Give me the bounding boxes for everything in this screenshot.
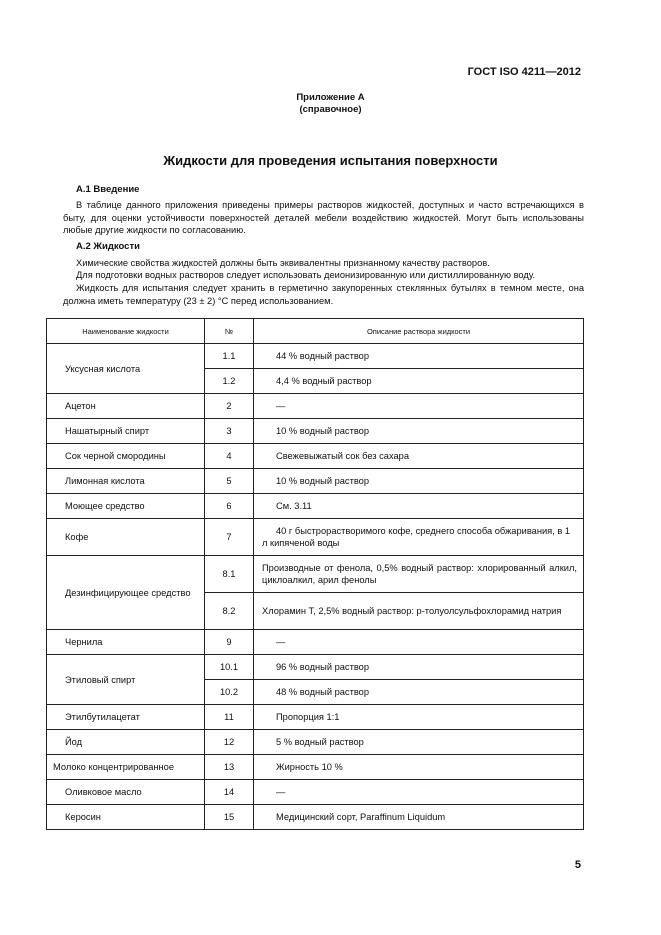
- page-number: 5: [574, 859, 581, 871]
- liquid-name: Оливковое масло: [47, 780, 205, 805]
- liquid-description: 40 г быстрорастворимого кофе, среднего способа обжаривания, в 1 л кипяченой воды: [254, 519, 584, 556]
- liquid-number: 10.2: [205, 680, 254, 705]
- liquid-number: 1.1: [205, 344, 254, 369]
- liquid-name: Лимонная кислота: [47, 469, 205, 494]
- liquid-description: См. 3.11: [254, 494, 584, 519]
- table-row: [47, 630, 584, 655]
- liquid-number: 3: [205, 419, 254, 444]
- liquid-description: Производные от фенола, 0,5% водный раствор: хлорированный алкил, циклоалкил, арил фенолы: [254, 556, 584, 593]
- table-row: [47, 780, 584, 805]
- liquid-description: 5 % водный раствор: [254, 730, 584, 755]
- table-row: [47, 730, 584, 755]
- liquid-number: 15: [205, 805, 254, 830]
- table-row: [47, 755, 584, 780]
- liquid-description: Свежевыжатый сок без сахара: [254, 444, 584, 469]
- appendix-label: [0, 92, 661, 116]
- liquids-paragraph-2: Для подготовки водных растворов следует использовать деионизированную или дистиллированную воду.: [76, 270, 536, 280]
- liquid-description: 10 % водный раствор: [254, 469, 584, 494]
- header-desc: Описание раствора жидкости: [254, 319, 584, 344]
- liquid-name: Йод: [47, 730, 205, 755]
- liquid-description: Хлорамин Т, 2,5% водный раствор: p-толуолсульфохлорамид натрия: [254, 593, 584, 630]
- liquid-number: 2: [205, 394, 254, 419]
- liquid-number: 10.1: [205, 655, 254, 680]
- liquid-description: Жирность 10 %: [254, 755, 584, 780]
- table-row: [47, 805, 584, 830]
- header-name: Наименование жидкости: [47, 319, 205, 344]
- table-row: [47, 494, 584, 519]
- liquid-name: Моющее средство: [47, 494, 205, 519]
- table-row: [47, 556, 584, 593]
- table-row: [47, 444, 584, 469]
- liquid-number: 8.1: [205, 556, 254, 593]
- liquid-name: Уксусная кислота: [47, 344, 205, 394]
- liquid-description: Медицинский сорт, Paraffinum Liquidum: [254, 805, 584, 830]
- liquid-name: Этилбутилацетат: [47, 705, 205, 730]
- liquid-name: Этиловый спирт: [47, 655, 205, 705]
- table-row: [47, 705, 584, 730]
- liquid-description: 96 % водный раствор: [254, 655, 584, 680]
- section-heading-liquids: А.2 Жидкости: [76, 241, 140, 252]
- liquid-name: Дезинфицирующее средство: [47, 556, 205, 630]
- appendix-line1: Приложение А: [296, 92, 365, 103]
- table-row: [47, 419, 584, 444]
- liquid-name: Ацетон: [47, 394, 205, 419]
- liquid-description: Пропорция 1:1: [254, 705, 584, 730]
- liquid-number: 8.2: [205, 593, 254, 630]
- liquid-number: 7: [205, 519, 254, 556]
- liquid-name: Молоко концентрированное: [47, 755, 205, 780]
- liquid-description: —: [254, 630, 584, 655]
- liquid-number: 4: [205, 444, 254, 469]
- liquid-description: 10 % водный раствор: [254, 419, 584, 444]
- table-row: [47, 344, 584, 369]
- liquid-number: 9: [205, 630, 254, 655]
- table-header-row: [47, 319, 584, 344]
- liquid-number: 5: [205, 469, 254, 494]
- table-row: [47, 519, 584, 556]
- liquids-table: [46, 318, 584, 830]
- table-row: [47, 394, 584, 419]
- table-row: [47, 469, 584, 494]
- liquid-name: Керосин: [47, 805, 205, 830]
- liquids-paragraph-3: Жидкость для испытания следует хранить в герметично закупоренных стеклянных бутылях в темном месте, она должна иметь температуру (23 ± 2) °С перед использованием.: [63, 283, 584, 306]
- liquid-name: Сок черной смородины: [47, 444, 205, 469]
- liquid-number: 13: [205, 755, 254, 780]
- liquid-name: Нашатырный спирт: [47, 419, 205, 444]
- liquid-description: 4,4 % водный раствор: [254, 369, 584, 394]
- liquid-description: 44 % водный раствор: [254, 344, 584, 369]
- liquid-name: Кофе: [47, 519, 205, 556]
- standard-header: ГОСТ ISO 4211—2012: [467, 66, 581, 78]
- section-text-introduction: В таблице данного приложения приведены примеры растворов жидкостей, доступных и часто встречающихся в быту, для оценки устойчивости поверхностей деталей мебели воздействию жидкостей. Могут быть использованы любые другие жидкости по согласованию.: [63, 200, 584, 235]
- liquid-number: 6: [205, 494, 254, 519]
- liquids-paragraph-1: Химические свойства жидкостей должны быть эквивалентны признанному качеству растворов.: [76, 258, 490, 268]
- liquid-description: —: [254, 780, 584, 805]
- liquid-number: 1.2: [205, 369, 254, 394]
- liquid-number: 12: [205, 730, 254, 755]
- header-num: №: [205, 319, 254, 344]
- liquid-number: 14: [205, 780, 254, 805]
- liquid-description: 48 % водный раствор: [254, 680, 584, 705]
- page-title: Жидкости для проведения испытания поверхности: [163, 153, 498, 168]
- liquid-description: —: [254, 394, 584, 419]
- appendix-line2: (справочное): [299, 104, 362, 115]
- table-row: [47, 655, 584, 680]
- liquid-name: Чернила: [47, 630, 205, 655]
- liquid-number: 11: [205, 705, 254, 730]
- section-heading-introduction: А.1 Введение: [76, 184, 140, 195]
